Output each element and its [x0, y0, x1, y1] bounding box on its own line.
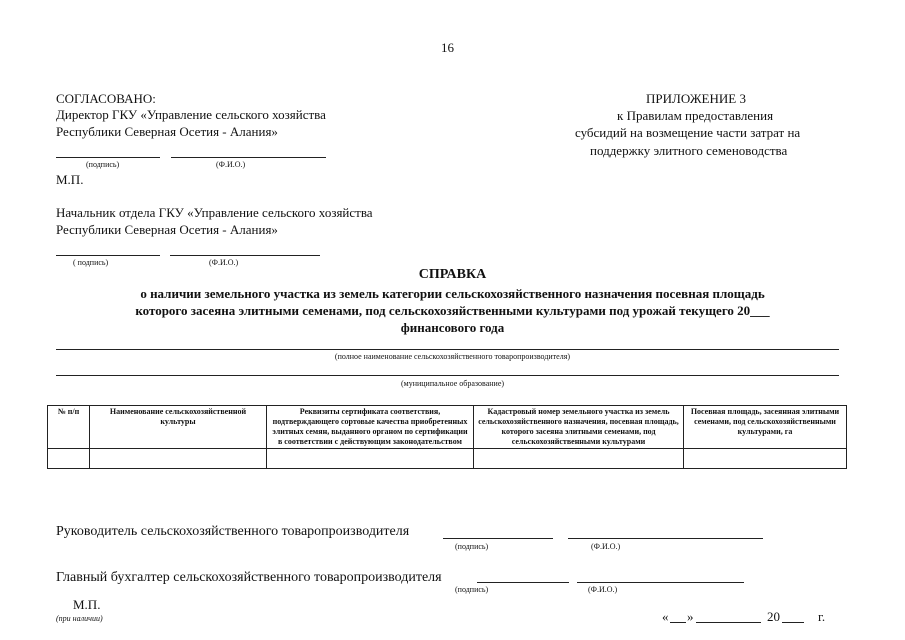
table-header-cadastral: Кадастровый номер земельного участка из земель сельскохозяйственного назначения, посевная площадь, которого засеяна элитными семенами, под сельскохозяйственными культурами: [474, 406, 684, 449]
date-month-line: [696, 622, 761, 623]
table-cell[interactable]: [267, 449, 474, 469]
approval-name-label: (Ф.И.О.): [216, 160, 246, 169]
appendix-line-2: субсидий на возмещение части затрат на: [575, 125, 801, 140]
footer-stamp: М.П.: [73, 597, 101, 612]
table-cell[interactable]: [684, 449, 847, 469]
date-quote-open: «: [662, 609, 669, 624]
department-sign-label: ( подпись): [73, 258, 109, 267]
appendix-line-1: к Правилам предоставления: [617, 108, 774, 123]
certificate-table: [47, 405, 847, 469]
accountant-sign-label: (подпись): [455, 585, 489, 594]
approval-stamp: М.П.: [56, 172, 84, 187]
appendix-title: ПРИЛОЖЕНИЕ 3: [646, 91, 746, 106]
table-header-certificate: Реквизиты сертификата соответствия, подтверждающего сортовые качества приобретенных элитных семян, выданного органом по сертификации в соответствии с действующим законодательством: [267, 406, 474, 449]
municipality-line: [56, 375, 839, 376]
manager-label: Руководитель сельскохозяйственного товаропроизводителя: [56, 524, 410, 539]
table-header-row: [48, 406, 847, 449]
accountant-name-line: [577, 582, 744, 583]
footer-stamp-note: (при наличии): [56, 614, 103, 623]
department-name-label: (Ф.И.О.): [209, 258, 239, 267]
approval-sign-label: (подпись): [86, 160, 120, 169]
producer-name-line: [56, 349, 839, 350]
table-header-area: Посевная площадь, засеянная элитными семенами, под сельскохозяйственными культурами, га: [684, 406, 847, 449]
page-number: 16: [441, 40, 454, 55]
certificate-subtitle-1: о наличии земельного участка из земель категории сельскохозяйственного назначения посевная площадь: [140, 286, 765, 301]
approval-line-1: Директор ГКУ «Управление сельского хозяйства: [56, 107, 326, 122]
approval-line-2: Республики Северная Осетия - Алания»: [56, 124, 278, 139]
date-suffix: г.: [818, 609, 826, 624]
department-name-line: [170, 255, 320, 256]
approval-heading: СОГЛАСОВАНО:: [56, 91, 156, 106]
manager-sign-line: [443, 538, 553, 539]
appendix-line-3: поддержку элитного семеноводства: [590, 143, 788, 158]
approval-sign-line: [56, 157, 160, 158]
date-year-line: [782, 622, 804, 623]
certificate-title: СПРАВКА: [418, 267, 487, 282]
manager-sign-label: (подпись): [455, 542, 489, 551]
table-cell[interactable]: [474, 449, 684, 469]
manager-name-label: (Ф.И.О.): [591, 542, 621, 551]
table-cell[interactable]: [48, 449, 90, 469]
table-cell[interactable]: [90, 449, 267, 469]
certificate-subtitle-3: финансового года: [400, 320, 505, 335]
approval-name-line: [171, 157, 326, 158]
municipality-label: (муниципальное образование): [400, 379, 505, 388]
table-header-number: № п/п: [48, 406, 90, 449]
manager-name-line: [568, 538, 763, 539]
department-sign-line: [56, 255, 160, 256]
accountant-name-label: (Ф.И.О.): [588, 585, 618, 594]
table-row: [48, 449, 847, 469]
department-line-1: Начальник отдела ГКУ «Управление сельского хозяйства: [56, 205, 373, 220]
accountant-label: Главный бухгалтер сельскохозяйственного товаропроизводителя: [56, 570, 442, 585]
date-day-line: [670, 622, 686, 623]
accountant-sign-line: [477, 582, 569, 583]
date-year: 20: [767, 609, 780, 624]
date-quote-close: »: [687, 609, 694, 624]
producer-label: (полное наименование сельскохозяйственного товаропроизводителя): [334, 352, 571, 361]
department-line-2: Республики Северная Осетия - Алания»: [56, 222, 278, 237]
certificate-subtitle-2: которого засеяна элитными семенами, под сельскохозяйственными культурами под урожай текущего 20___: [135, 303, 770, 318]
table-header-crop: Наименование сельскохозяйственной культуры: [90, 406, 267, 449]
